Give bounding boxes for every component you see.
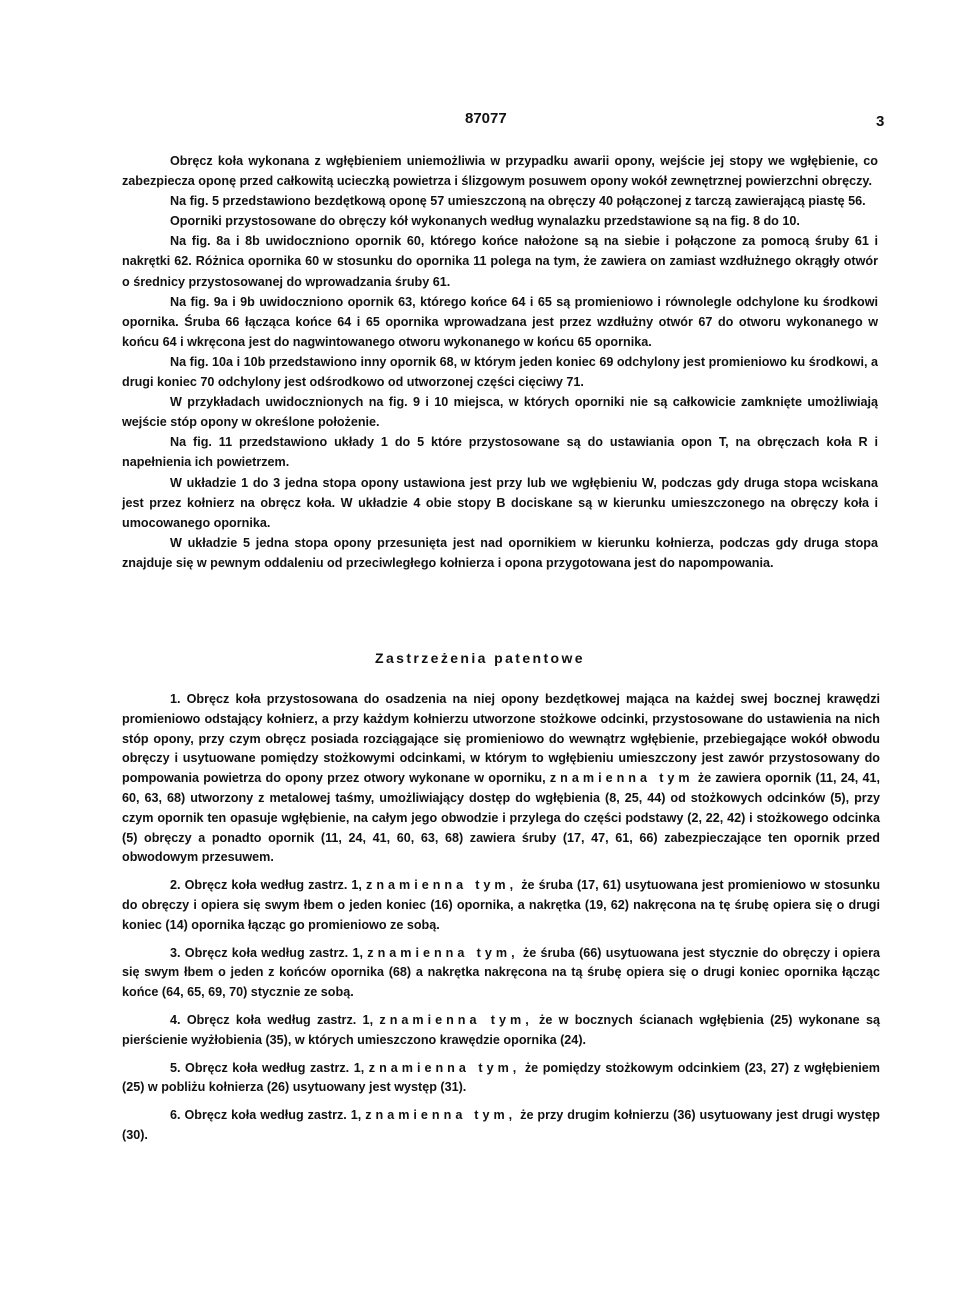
claims-heading: Zastrzeżenia patentowe (375, 650, 585, 666)
claim-lead: 2. Obręcz koła według zastrz. 1, (170, 878, 362, 893)
page-number: 87077 (465, 110, 507, 127)
claim-marker: znamienna tym, (368, 1060, 521, 1075)
paragraph: W układzie 5 jedna stopa opony przesunięta jest nad opornikiem w kierunku kołnierza, podczas gdy druga stopa znajduje się w pewnym oddaleniu od przeciwległego kołnierza i opona przygotowana jest do napompowania. (122, 535, 878, 570)
claim-marker: znamienna tym, (367, 945, 519, 960)
page-index: 3 (876, 113, 885, 130)
claim-item (122, 1059, 880, 1099)
paragraph: Oporniki przystosowane do obręczy kół wykonanych według wynalazku przedstawione są na fig. 8 do 10. (170, 214, 800, 229)
paragraph: Obręcz koła wykonana z wgłębieniem uniemożliwia w przypadku awarii opony, wejście jej stopy we wgłębienie, co zabezpiecza oponę przed całkowitą ucieczką powietrza i ślizgowym posuwem opony wokół zewnętrznej powierzchni obręczy. (122, 154, 878, 189)
claim-text: że śruba (66) usytuowana jest stycznie do obręczy i opiera się swym łbem o jeden z końców opornika (68) a nakrętka nakręcona na tą śrubę opiera się o drugi koniec opornika łącząc końce (64, 65, 69, 70) stycznie ze sobą. (122, 945, 881, 1000)
claim-item (122, 1106, 880, 1146)
claim-text: że w bocznych ścianach wgłębienia (25) wykonane są pierścienie wyżłobienia (35), w których umieszczono krawędzie opornika (24). (122, 1012, 880, 1047)
claims-list (122, 690, 880, 1146)
claim-text: że śruba (17, 61) usytuowana jest promieniowo w stosunku do obręczy i opiera się swym łbem o jeden koniec (16) opornika, a nakrętka (19, 62) nakręcona na tę śrubę opiera się o drugi koniec (14) opornika łącząc go promieniowo ze sobą. (122, 878, 881, 932)
paragraph: W układzie 1 do 3 jedna stopa opony ustawiona jest przy lub we wgłębieniu W, podczas gdy druga stopa wciskana jest przez kołnierz na obręcz koła. W układzie 4 obie stopy B dociskane są w kierunku umieszczonego na obręczy koła i umocowanego opornika. (122, 475, 878, 530)
claim-text: że pomiędzy stożkowym odcinkiem (23, 27) z wgłębieniem (25) w pobliżu kołnierza (26) usytuowany jest występ (31). (122, 1060, 881, 1095)
claim-marker: znamienna tym, (379, 1012, 533, 1027)
claim-text: że przy drugim kołnierzu (36) usytuowany jest drugi występ (30). (122, 1108, 881, 1142)
claim-item (122, 876, 880, 935)
paragraph: Na fig. 8a i 8b uwidoczniono opornik 60, którego końce nałożone są na siebie i połączone za pomocą śruby 61 i nakrętki 62. Różnica opornika 60 w stosunku do opornika 11 polega na tym, że zawiera on zamiast wzdłużnego okrągły otwór o średnicy przystosowanej do wprowadzania śruby 61. (122, 234, 878, 289)
paragraph: Na fig. 5 przedstawiono bezdętkową oponę 57 umieszczoną na obręczy 40 połączonej z tarczą zawierającą piastę 56. (170, 194, 866, 209)
claim-marker: znamienna tym, (366, 878, 518, 893)
paragraph: W przykładach uwidocznionych na fig. 9 i 10 miejsca, w których oporniki nie są całkowicie zamknięte umożliwiają wejście stóp opony w określone położenie. (122, 395, 878, 430)
claim-item (122, 944, 880, 1003)
claim-lead: 4. Obręcz koła według zastrz. 1, (170, 1012, 374, 1027)
description-body (122, 151, 878, 573)
claim-lead: 3. Obręcz koła według zastrz. 1, (170, 945, 363, 960)
claim-lead: 1. Obręcz koła przystosowana do osadzenia na niej opony bezdętkowej mająca na każdej swej bocznej krawędzi promieniowo odstający kołnierz, a przy każdym kołnierzu utworzone stożkowe odcinki, przystosowane do ustawienia na nich stóp opony, przy czym obręcz posiada rozciągające się promieniowo do wewnątrz wgłębienie, przebiegające wokół obwodu obręczy i usytuowane pomiędzy stożkowymi odcinkami, w którym to wgłębieniu umieszczony jest zawór przystosowany do pompowania powietrza do opony przez otwory wykonane w oporniku, (122, 692, 880, 786)
paragraph: Na fig. 10a i 10b przedstawiono inny opornik 68, w którym jeden koniec 69 odchylony jest promieniowo ku środkowi, a drugi koniec 70 odchylony jest odśrodkowo od utworzonej części cięciwy 71. (122, 354, 878, 390)
claim-item (122, 1011, 880, 1051)
paragraph: Na fig. 9a i 9b uwidoczniono opornik 63, którego końce 64 i 65 są promieniowo i równolegle odchylone ku środkowi opornika. Śruba 66 łącząca końce 64 i 65 opornika wprowadzana jest przez wzdłużny otwór 67 do otworu wykonanego w końcu 64 i wkręcona jest do nagwintowanego otworu wykonanego w końcu 65 opornika. (122, 294, 878, 349)
claim-text: że zawiera opornik (11, 24, 41, 60, 63, 68) utworzony z metalowej taśmy, umożliwiający dostęp do wgłębienia (8, 25, 44) od stożkowych odcinków (5), przy czym opornik ten opasuje wgłębienie, na całym jego obwodzie i przylega do części podstawy (2, 22, 42) i stożkowego odcinka (5) obręczy a ponadto opornik (11, 24, 41, 60, 63, 68) zawiera śruby (17, 47, 61, 66) zabezpieczające ten opornik przed obwodowym przesuwem. (122, 771, 881, 865)
claim-marker: znamienna tym, (365, 1108, 517, 1123)
claim-lead: 6. Obręcz koła według zastrz. 1, (170, 1108, 362, 1123)
claim-marker: znamienna tym (549, 771, 694, 786)
claim-lead: 5. Obręcz koła według zastrz. 1, (170, 1060, 365, 1075)
claim-item (122, 690, 880, 868)
paragraph: Na fig. 11 przedstawiono układy 1 do 5 które przystosowane są do ustawiania opon T, na obręczach koła R i napełnienia ich powietrzem. (122, 435, 878, 470)
